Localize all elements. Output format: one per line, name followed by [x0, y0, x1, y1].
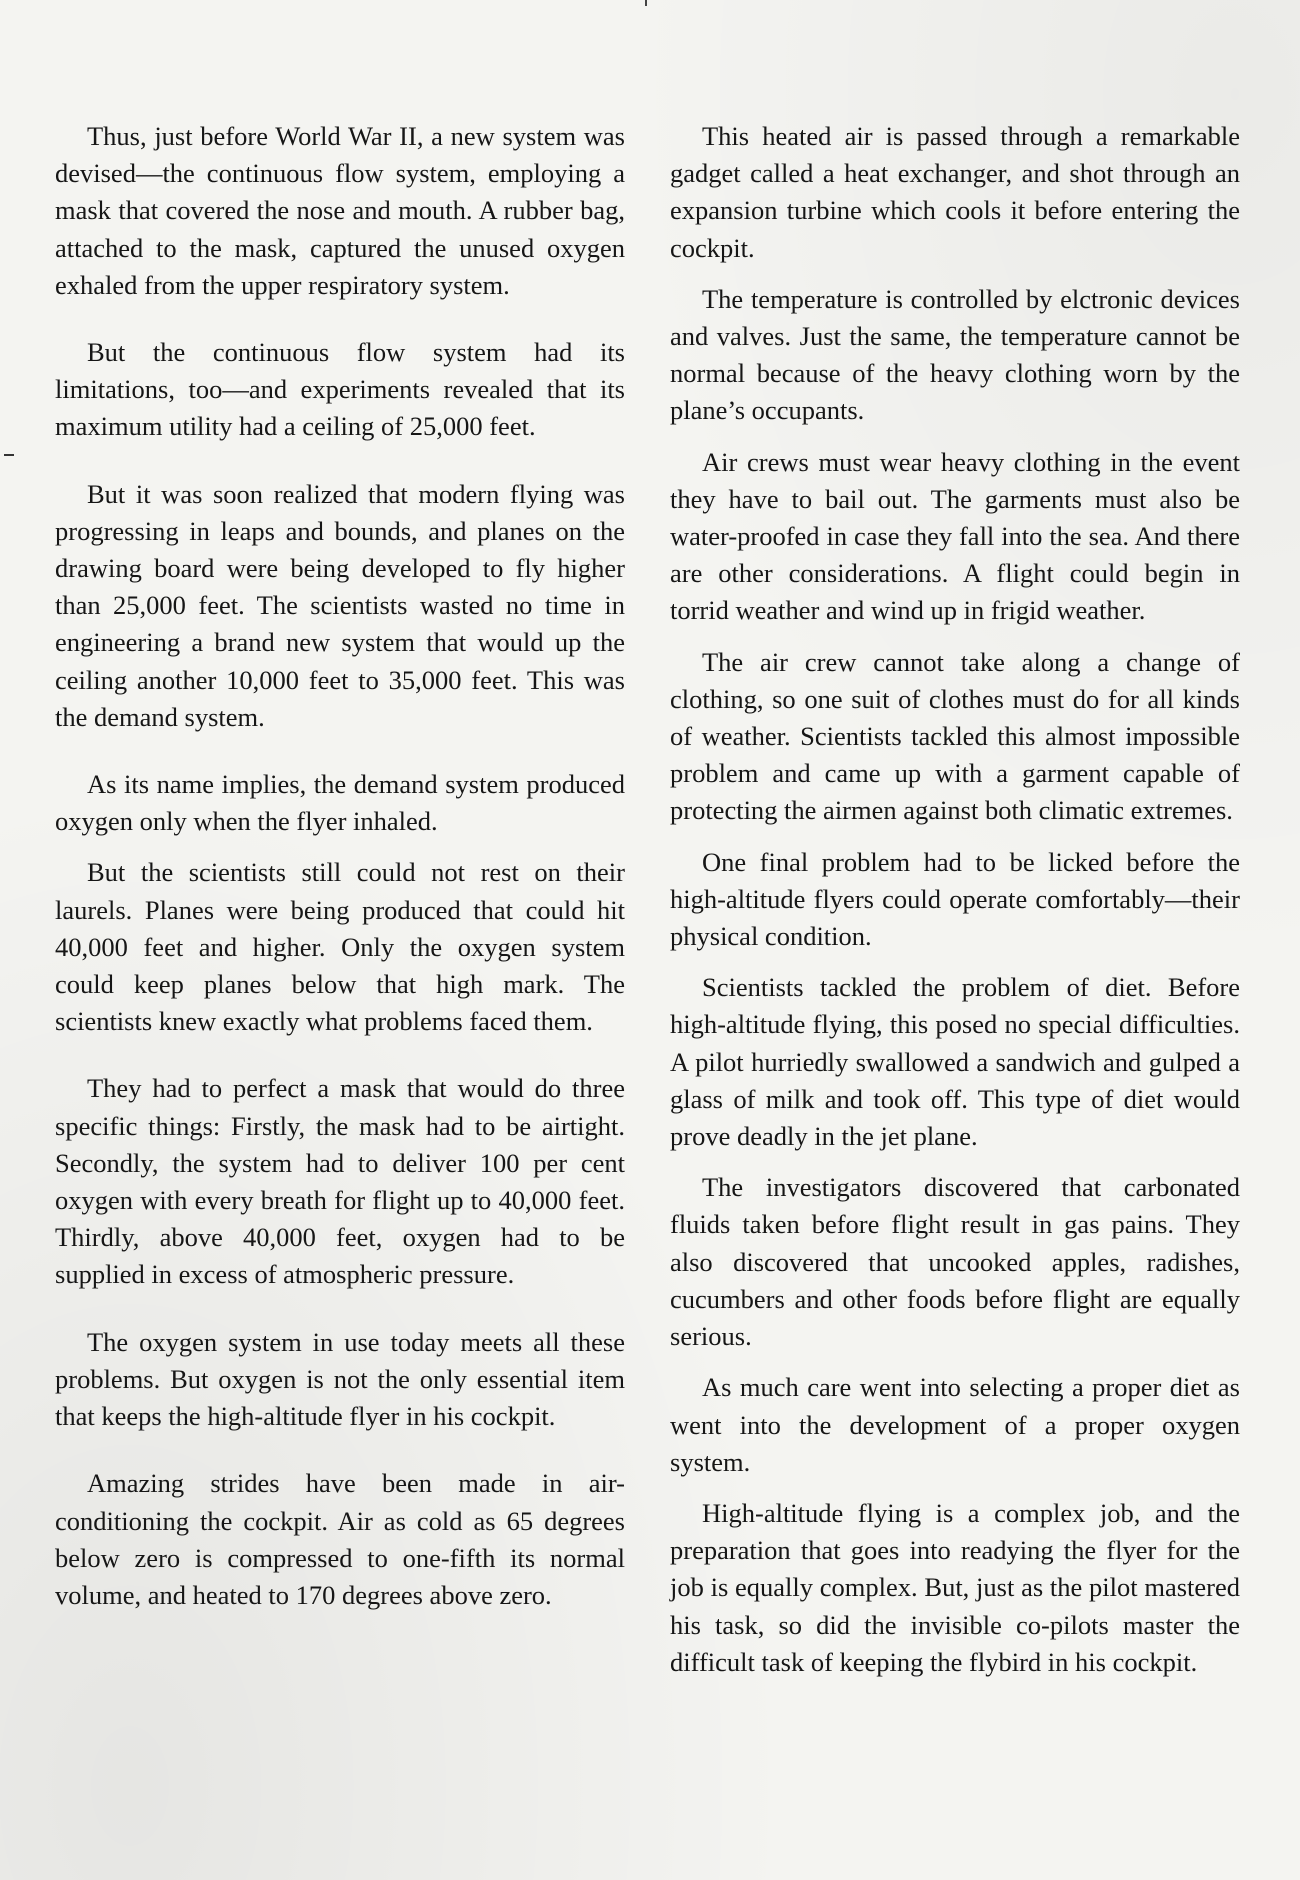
paragraph: High-altitude flying is a complex job, and the preparation that goes into readying the flyer for the job is equally complex. But, just as the pilot mastered his task, so did the invisible co-pilots master the difficult task of keeping the flybird in his cockpit.: [670, 1497, 1240, 1677]
paragraph: This heated air is passed through a remarkable gadget called a heat exchanger, and shot through an expansion turbine which cools it before entering the cockpit.: [670, 121, 1240, 263]
paragraph: They had to perfect a mask that would do three specific things: Firstly, the mask had to be airtight. Secondly, the system had to deliver 100 per cent oxygen with every breath for flight up to 40,000 feet. Thirdly, above 40,000 feet, oxygen had to be supplied in excess of atmospheric pressure.: [55, 1073, 625, 1290]
paragraph: But it was soon realized that modern flying was progressing in leaps and bounds, and planes on the drawing board were being developed to fly higher than 25,000 feet. The scientists wasted no time in engineering a brand new system that would up the ceiling another 10,000 feet to 35,000 feet. This was the demand system.: [55, 478, 625, 732]
paragraph: Amazing strides have been made in air-conditioning the cockpit. Air as cold as 65 degrees below zero is compressed to one-fifth its normal volume, and heated to 170 degrees above zero.: [55, 1468, 625, 1610]
paragraph: Scientists tackled the problem of diet. Before high-altitude flying, this posed no special difficulties. A pilot hurriedly swallowed a sandwich and gulped a glass of milk and took off. This type of diet would prove deadly in the jet plane.: [670, 972, 1240, 1152]
right-column: [670, 118, 1240, 1695]
paragraph: Thus, just before World War II, a new system was devised—the continuous flow system, employing a mask that covered the nose and mouth. A rubber bag, attached to the mask, captured the unused oxygen exhaled from the upper respiratory system.: [55, 121, 625, 300]
paragraph: But the continuous flow system had its limitations, too—and experiments revealed that its maximum utility had a ceiling of 25,000 feet.: [55, 337, 625, 442]
margin-dash-mark: [4, 454, 14, 456]
paragraph: Air crews must wear heavy clothing in the event they have to bail out. The garments must also be water-proofed in case they fall into the sea. And there are other considerations. A flight could begin in torrid weather and wind up in frigid weather.: [670, 446, 1240, 626]
paragraph: The air crew cannot take along a change of clothing, so one suit of clothes must do for all kinds of weather. Scientists tackled this almost impossible problem and came up with a garment capable of protecting the airmen against both climatic extremes.: [670, 646, 1240, 826]
left-column: [55, 118, 625, 1628]
paragraph: The investigators discovered that carbonated fluids taken before flight result in gas pains. They also discovered that uncooked apples, radishes, cucumbers and other foods before flight are equally serious.: [670, 1172, 1240, 1352]
scan-artifact-mark: [645, 0, 647, 6]
paragraph: The oxygen system in use today meets all these problems. But oxygen is not the only essential item that keeps the high-altitude flyer in his cockpit.: [55, 1326, 625, 1432]
paragraph: One final problem had to be licked before the high-altitude flyers could operate comfortably—their physical condition.: [670, 846, 1240, 952]
paragraph: As much care went into selecting a proper diet as went into the development of a proper oxygen system.: [670, 1372, 1240, 1477]
paragraph: But the scientists still could not rest on their laurels. Planes were being produced that could hit 40,000 feet and higher. Only the oxygen system could keep planes below that high mark. The scientists knew exactly what problems faced them.: [55, 857, 625, 1037]
paragraph: The temperature is controlled by elctronic devices and valves. Just the same, the temperature cannot be normal because of the heavy clothing worn by the plane’s occupants.: [670, 283, 1240, 426]
paragraph: As its name implies, the demand system produced oxygen only when the flyer inhaled.: [55, 769, 625, 837]
